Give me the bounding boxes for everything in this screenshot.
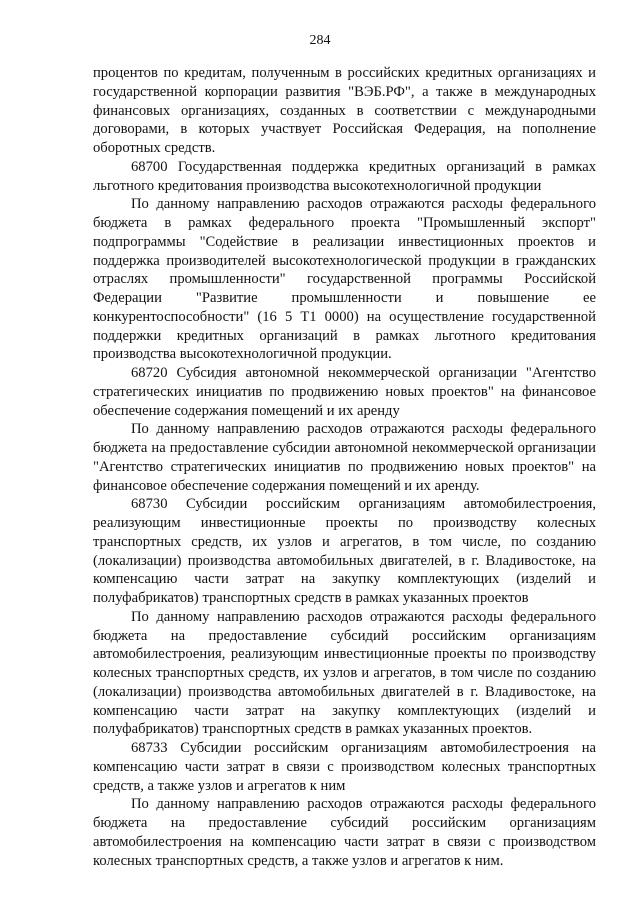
document-body [93, 64, 596, 870]
section-heading-68730: 68730 Субсидии российским организациям автомобилестроения, реализующим инвестиционные проекты по производству колесных транспортных средств, их узлов и агрегатов, в том числе, по созданию (локализации) производства автомобильных двигателей, в г. Владивостоке, на компенсацию части затрат на закупку комплектующих (изделий и полуфабрикатов) транспортных средств в рамках указанных проектов [93, 496, 596, 606]
paragraph-68720-description: По данному направлению расходов отражаются расходы федерального бюджета на предоставление субсидии автономной некоммерческой организации "Агентство стратегических инициатив по продвижению новых проектов" на финансовое обеспечение содержания помещений и их аренду. [93, 421, 596, 494]
section-heading-68733: 68733 Субсидии российским организациям автомобилестроения на компенсацию части затрат в связи с производством колесных транспортных средств, а также узлов и агрегатов к ним [93, 740, 596, 794]
paragraph-68700-description: По данному направлению расходов отражаются расходы федерального бюджета в рамках федерального проекта "Промышленный экспорт" подпрограммы "Содействие в реализации инвестиционных проектов и поддержка производителей высокотехнологической продукции в гражданских отраслях промышленности" государственной программы Российской Федерации "Развитие промышленности и повышение ее конкурентоспособности" (16 5 Т1 0000) на осуществление государственной поддержки кредитных организаций в рамках льготного кредитования производства высокотехнологичной продукции. [93, 196, 596, 363]
paragraph-68733-description: По данному направлению расходов отражаются расходы федерального бюджета на предоставление субсидий российским организациям автомобилестроения на компенсацию части затрат в связи с производством колесных транспортных средств, а также узлов и агрегатов к ним. [93, 796, 596, 869]
paragraph-continuation: процентов по кредитам, полученным в российских кредитных организациях и государственной корпорации развития "ВЭБ.РФ", а также в международных финансовых организациях, созданных в соответствии с международными договорами, в которых участвует Российская Федерация, на пополнение оборотных средств. [93, 65, 596, 156]
paragraph-68730-description: По данному направлению расходов отражаются расходы федерального бюджета на предоставление субсидий российским организациям автомобилестроения, реализующим инвестиционные проекты по производству колесных транспортных средств, их узлов и агрегатов, в том числе по созданию (локализации) производства автомобильных двигателей в г. Владивостоке, на компенсацию части затрат на закупку комплектующих (изделий и полуфабрикатов) транспортных средств в рамках указанных проектов. [93, 608, 596, 738]
section-heading-68700: 68700 Государственная поддержка кредитных организаций в рамках льготного кредитования производства высокотехнологичной продукции [93, 158, 596, 194]
section-heading-68720: 68720 Субсидия автономной некоммерческой организации "Агентство стратегических инициатив по продвижению новых проектов" на финансовое обеспечение содержания помещений и их аренду [93, 365, 596, 419]
page-number: 284 [309, 33, 331, 48]
